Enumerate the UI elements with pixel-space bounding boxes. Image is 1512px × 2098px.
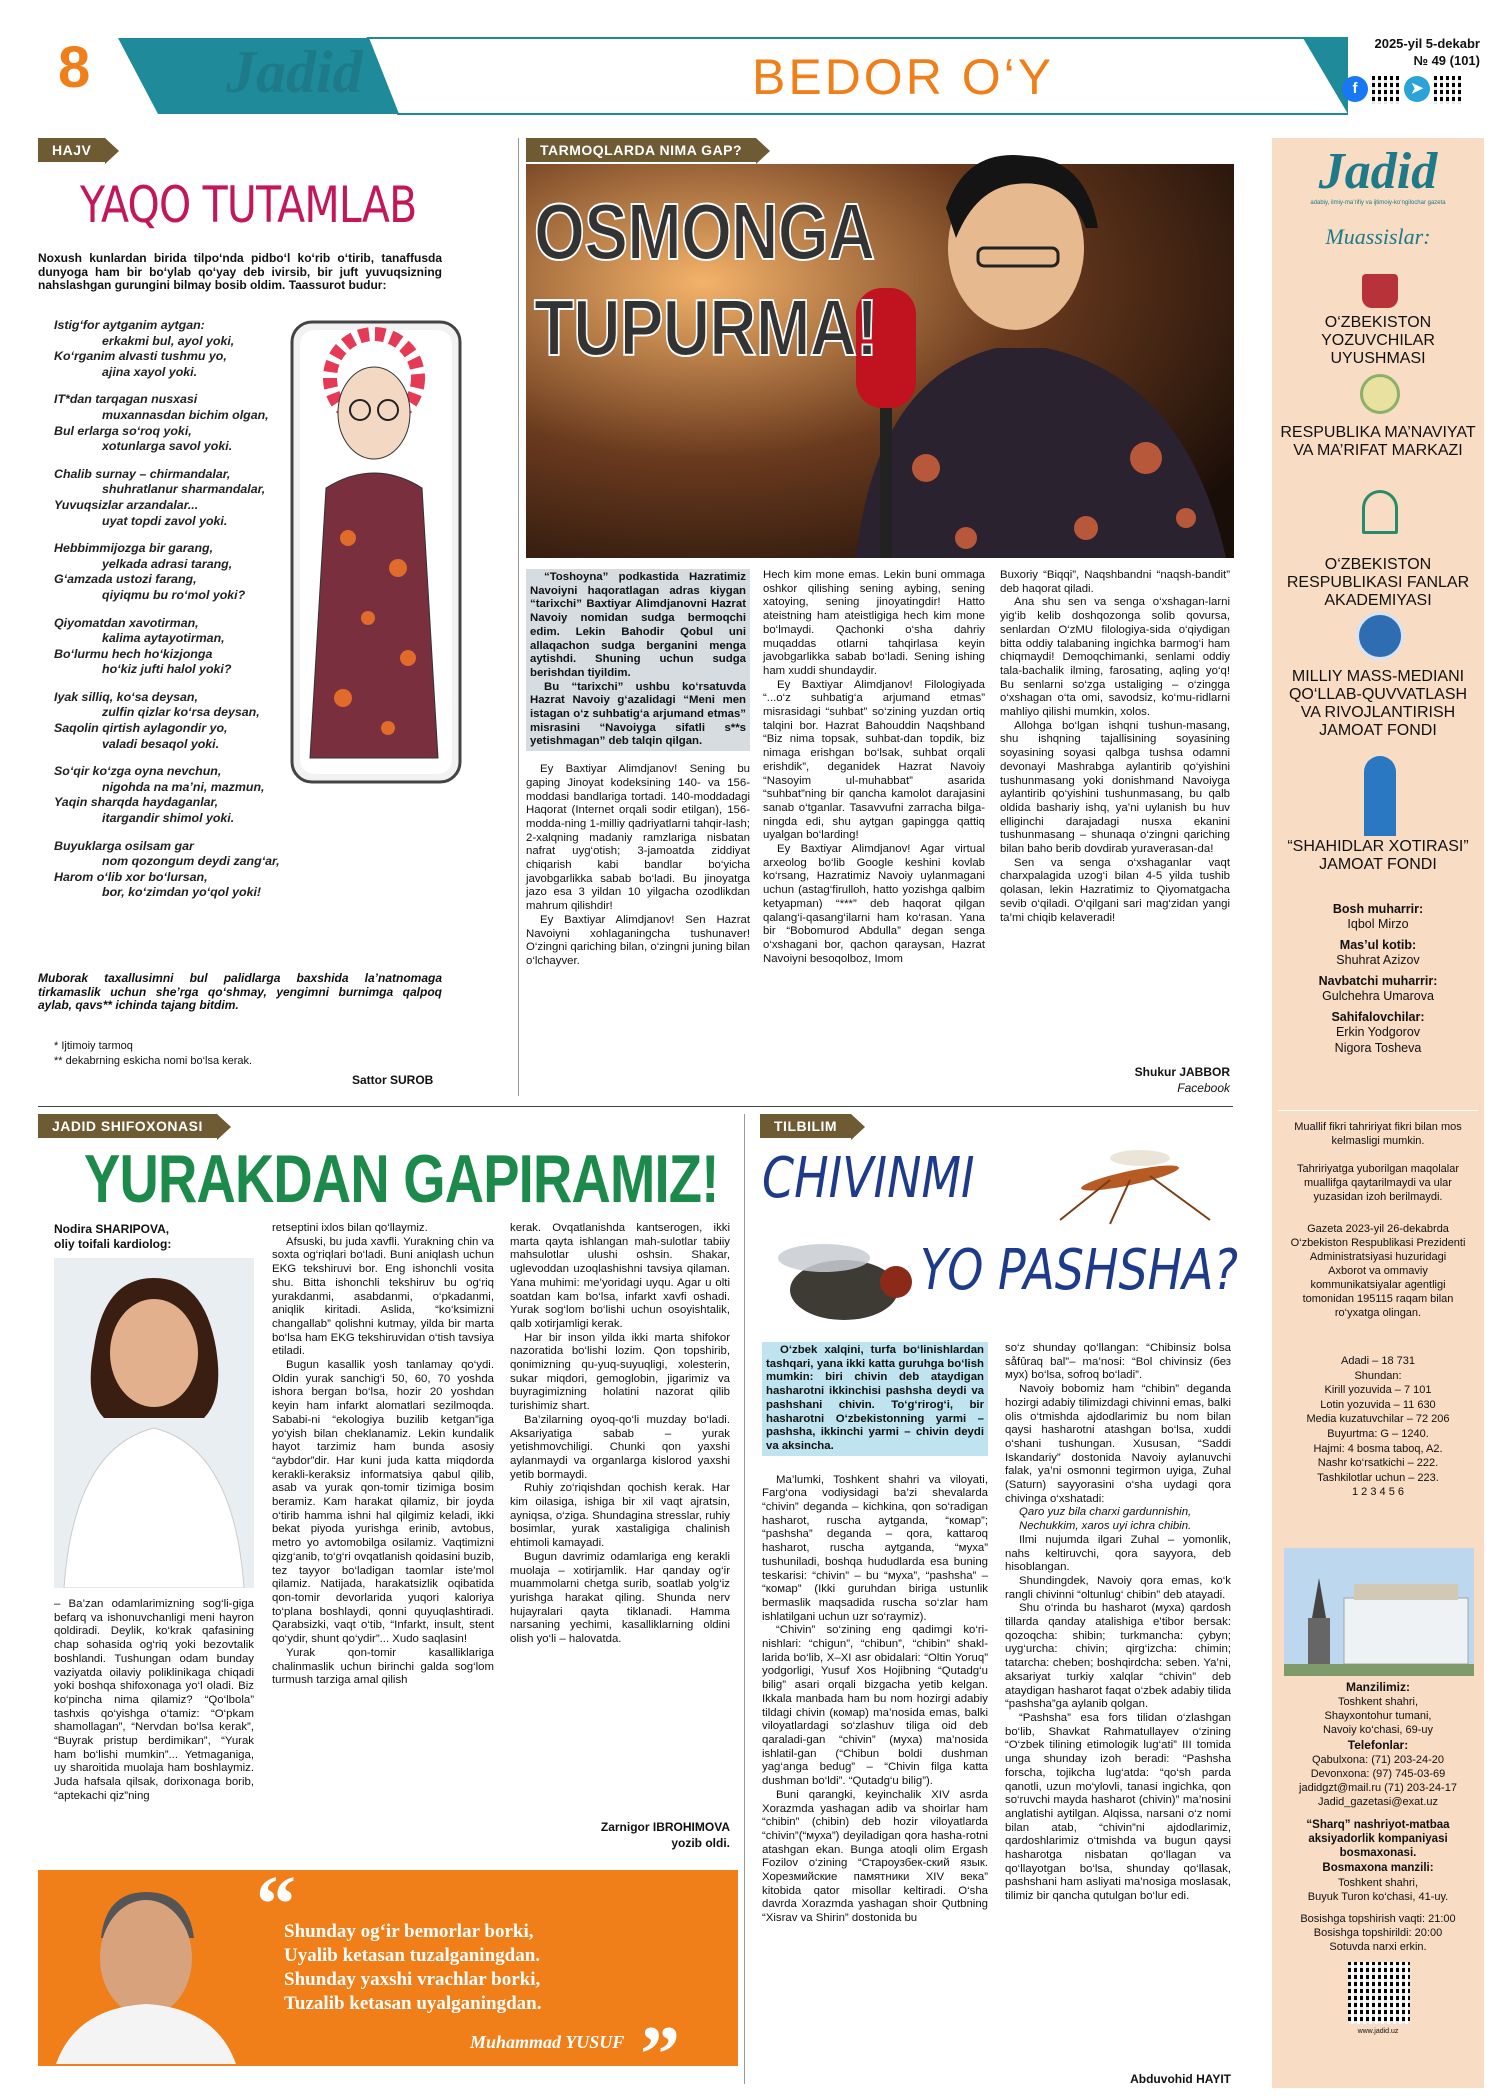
paragraph: Allohga bo‘lgan ishqni tushun-masang, shu ishqning tajallisining soyasining soyasining soyasi qalbga tushsa odamni devonayi Mashrabga aylantirib qo‘yishini tushunmasang yoki donishmand Navoiyga aylantirib qo‘yishini tushunmasang, bu qalb oldida bashariy ishq, ya’ni uylanish bu huv elliginchi darajadagi nusxa ekanini tushunmasang – shunaqa o‘zingni qariching bilan baho berib dovdirab yuraverasan-da! <box>1000 719 1230 856</box>
circulation-line: Tashkilotlar uchun – 223. <box>1317 1471 1439 1484</box>
stanza-gap <box>54 455 314 467</box>
page-header <box>0 0 1512 120</box>
poem-line: G‘amzada ustozi farang, <box>54 572 197 587</box>
poem-line: Qiyomatdan xavotirman, <box>54 615 199 630</box>
doctor-photo <box>54 1258 254 1588</box>
verse-line: Qaro yuz bila charxi gardunnishin, <box>1019 1506 1192 1519</box>
poet-face <box>100 1900 192 2016</box>
quote-line: Tuzalib ketasan uyalganingdan. <box>284 1993 542 2014</box>
qr-code-icon <box>1434 76 1462 104</box>
paragraph: Buxoriy “Biqqi”, Naqshbandni “naqsh-bandit” deb haqorat qiladi. <box>1000 569 1230 595</box>
poem-line: Yaqin sharqda haydaganlar, <box>54 795 219 810</box>
paragraph: so‘z shunday qo‘llangan: “Chibinsiz bolsa såfûraq bal”– ma’nosi: “Bol chivinsiz (без мух) bo‘lsa, sofroq bo‘ladi”. <box>1005 1342 1231 1382</box>
tilbilim-title-2: YO PASHSHA? <box>920 1238 1238 1303</box>
paragraph: Bugun kasallik yosh tanlamay qo‘ydi. Oldin yurak sanchig‘i 50, 60, 70 yoshda ishora bergan bo‘lsa, hozir 20 yoshdan keyin ham infarkt alomatlari sezilmoqda. Sababi-ni “ekologiya buzilib ketgan”iga yo‘yish bilan cheklanamiz. Lekin kundalik hayot tarzimiz ham bunda asosiy “aybdor”dir. Har kuni juda katta miqdorda kerakli-keraksiz informatsiya qabul qilib, asab va yurak qon-tomir tizimiga bosim beramiz. Kam harakat qilamiz, bir joyda o‘tirib hamma ishni hal qilgimiz keladi, ikki bekat piyoda yurishga erinib, avtobus, metro yo avtomobilga osilamiz. Vaqtimizni qizg‘anib, to‘g‘ri ovqatlanish qoidasini buzib, tez tayyor bo‘ladigan taomlar iste’mol qilamiz. Natijada, harakatsizlik oqibatida qon-tomir devorlarida yuqori kaloriya to‘plana boshlaydi, qonni quyuqlashtiradi. Qarabsizki, vaqt o‘tib, “Infarkt, insult, stent qo‘ydir, shunt qo‘ydir”... Xudo saqlasin! <box>272 1359 494 1646</box>
address-line: Navoiy ko‘chasi, 69-uy <box>1322 1724 1434 1736</box>
tilbilim-title-1: CHIVINMI <box>762 1146 975 1211</box>
phone-line: Qabulxona: (71) 203-24-20 <box>1311 1754 1445 1766</box>
founder-1: O‘ZBEKISTON YOZUVCHILAR UYUSHMASI <box>1321 314 1435 367</box>
mosquito-image <box>1020 1128 1230 1228</box>
osmonga-lead: “Toshoyna” podkastida Hazratimiz Navoiyni haqoratlagan adras kiygan “tarixchi” Baxtiyar Alimdjanovni Hazrat Navoiy nomidan sudga bermoqchi edim. Lekin Bahodir Qobul uni allaqachon sudga berganini menga aytishdi. Shuning uchun sudga berishdan tiyildim. <box>530 571 746 679</box>
staff-name: Iqbol Mirzo <box>1347 917 1409 931</box>
column-divider <box>744 1114 745 2084</box>
paragraph: Ba’zilarning oyoq-qo‘li muzday bo‘ladi. Aksariyatiga sabab – yurak yetishmovchiligi. Chunki qon yaxshi aylanmaydi va organlarga kislorod yaxshi yetib bormaydi. <box>510 1413 730 1481</box>
shifoxona-col-3 <box>510 1222 730 1647</box>
paragraph: Ey Baxtiyar Alimdjanov! Filologiyada “...o‘z suhbatig‘a arjumand etmas” misrasidagi “suhbat” so‘zining yuzdan ortiq talqini bor. Hazrat Bahouddin Naqshband “Biz nima topsak, suhbat-dan topdik, biz nimaga erishgan bo‘lsak, suhbat orqali erishdik”, deganidek Hazrat Navoiy “Nasoyim ul-muhabbat” asarida “suhbat”ning bir qancha kamolot darajasini sanab o‘tganlar. Tasavvufni zarracha bilga-ningda edi, shu aytgan gapingga qattiq uyalgan bo‘larding! <box>763 678 985 842</box>
phones <box>1278 1753 1478 1809</box>
academy-icon <box>1362 490 1398 534</box>
page-number: 8 <box>58 35 91 100</box>
staff-name: Nigora Tosheva <box>1334 1041 1422 1055</box>
deadline-line: Bosishga topshirish vaqti: 21:00 <box>1300 1913 1456 1925</box>
tilbilim-lead: O‘zbek xalqini, turfa bo‘linishlardan tashqari, yana ikki katta guruhga bo‘lish mumkin: biri chivin deb ataydigan hasharotni ikkinchisi pashsha deydi va pashshani chivin. To‘g‘rirog‘i, bir hasharotni O‘zbekistonning yarmi – pashsha, ikkinchi yarmi – chivin deydi va aksincha. <box>766 1344 984 1452</box>
disclaimer-2: Tahririyatga yuborilgan maqolalar muallifga qaytarilmaydi va ular yuzasidan izoh berilmaydi. <box>1296 1163 1460 1203</box>
phone-line: Devonxona: (97) 745-03-69 <box>1310 1768 1446 1780</box>
poem-line: xotunlarga savol yoki. <box>102 439 233 454</box>
section-tag-hajv: HAJV <box>38 138 105 162</box>
circulation-line: Nashr ko‘rsatkichi – 222. <box>1317 1457 1439 1470</box>
circulation-line: Hajmi: 4 bosma taboq, A2. <box>1313 1442 1443 1455</box>
poem-line: nigohda na ma’ni, mazmun, <box>102 779 265 794</box>
circulation-line: Lotin yozuvida – 11 630 <box>1320 1398 1436 1411</box>
quote-close-mark: ” <box>640 2011 680 2098</box>
stanza-gap <box>54 529 314 541</box>
staff-list <box>1278 896 1478 1056</box>
spirituality-center-icon <box>1360 374 1400 414</box>
circulation-line: Kirill yozuvida – 7 101 <box>1324 1384 1432 1397</box>
paragraph: Shu o‘rinda bu hasharot (муха) qardosh tillarda qanday atalishiga e’tibor bersak: qozoqcha: shibin; turkmancha: çybyn; uyg‘urcha: chivin; qirg‘izcha: chimin; tatarcha: cheben; boshqirdcha: seben. Ya’ni, aksariyat turkiy xalqlar “chivin” deb ataydigan hasharot faqat o‘zbek adabiy tilida “pashsha”ga aylanib qolgan. <box>1005 1602 1231 1711</box>
osmonga-source: Facebook <box>1177 1081 1230 1095</box>
paragraph: Ey Baxtiyar Alimdjanov! Sen Hazrat Navoiyni xohlaganingcha tushunaver! O‘zingni qariching bilan, o‘zingni juning bilan o‘lchayver. <box>526 913 750 967</box>
founders-label: Muassislar: <box>1325 224 1431 249</box>
paragraph: Yurak qon-tomir kasalliklariga chalinmaslik uchun birinchi galda sog‘lom turmush tarziga amal qilish <box>272 1646 494 1687</box>
paragraph: Afsuski, bu juda xavfli. Yurakning chin va soxta og‘riqlari bo‘ladi. Buni aniqlash uchun EKG tekshiruvi bor. Eng ishonchli vosita shu. Bitta ishonchli tekshiruv bu og‘riq yurakdanmi, asabdanmi, o‘pkadanmi, aniqlik kiritadi. Aslida, “ko‘ksimizni changallab” qolishni kutmay, yilda bir marta bo‘lsa ham EKG tekshiruvidan o‘tish tavsiya etiladi. <box>272 1235 494 1358</box>
quote-text <box>284 1920 541 2016</box>
shifoxona-col-1 <box>54 1598 254 1804</box>
poem-line: qiyiqmu bu ro‘mol yoki? <box>102 587 246 602</box>
poem-line: Yuvuqsizlar arzandalar... <box>54 497 199 512</box>
printer-info: “Sharq” nashriyot-matbaa aksiyadorlik kompaniyasi bosmaxonasi. <box>1306 1819 1450 1859</box>
header-brand: Jadid <box>226 39 363 105</box>
poem-line: bor, ko‘zimdan yo‘qol yoki! <box>102 885 262 900</box>
staff-name: Shuhrat Azizov <box>1336 953 1420 967</box>
section-tag-tilbilim: TILBILIM <box>760 1114 851 1138</box>
poem-line: Saqolin qirtish aylagondir yo, <box>54 721 228 736</box>
poem-line: Ko‘rganim alvasti tushmu yo, <box>54 349 227 364</box>
poem-line: IT*dan tarqagan nusxasi <box>54 392 198 407</box>
poem-line: muxannasdan bichim olgan, <box>102 407 269 422</box>
stanza-gap <box>54 901 314 913</box>
fly-eye <box>880 1266 912 1298</box>
column-divider <box>518 138 519 1096</box>
founder-2: RESPUBLIKA MA’NAVIYAT VA MA’RIFAT MARKAZI <box>1280 424 1476 459</box>
mass-media-fund-icon <box>1356 612 1404 660</box>
mosquito-wing <box>1110 1150 1170 1166</box>
poem-line: Istig‘for aytganim aytgan: <box>54 318 205 332</box>
poem-line: Bul erlarga so‘roq yoki, <box>54 423 192 438</box>
founder-5: “SHAHIDLAR XOTIRASI” JAMOAT FONDI <box>1287 838 1469 873</box>
quote-open-mark: “ <box>256 1861 296 1949</box>
poem-line: ho‘kiz jufti halol yoki? <box>102 662 232 677</box>
poem-line: zulfin qizlar ko‘rsa deysan, <box>102 705 260 720</box>
poem-line: uyat topdi zavol yoki. <box>102 513 228 528</box>
issue-date: 2025-yil 5-dekabr <box>1374 36 1480 51</box>
site-qr-code-icon[interactable] <box>1348 1962 1410 2024</box>
stanza-gap <box>54 678 314 690</box>
stanza-gap <box>54 752 314 764</box>
paragraph: Har bir inson yilda ikki marta shifokor nazoratida bo‘lishi lozim. Qon topshirib, qonimizning qu-yuq-suyuqligi, xolesterin, sukar miqdori, gemoglobin, jigarimiz va buyragimizning holatini nazorat qilib turishimiz shart. <box>510 1331 730 1413</box>
paragraph: Shundingdek, Navoiy qora emas, ko‘k rangli chivinni “oltunlug‘ chibin” deb atayadi. <box>1005 1574 1231 1601</box>
deadline-line: Bosishga topshirildi: 20:00 <box>1313 1927 1443 1939</box>
hajv-author: Sattor SUROB <box>352 1073 434 1087</box>
circulation-line: Shundan: <box>1354 1369 1402 1382</box>
printer-address-label: Bosmaxona manzili: <box>1322 1862 1434 1874</box>
osmonga-col-3 <box>1000 569 1230 925</box>
building <box>1344 1598 1468 1664</box>
quote-line: Uyalib ketasan tuzalganingdan. <box>284 1945 541 1966</box>
founder-4: MILLIY MASS-MEDIANI QO‘LLAB-QUVVATLASH VA RIVOJLANTIRISH JAMOAT FONDI <box>1288 668 1468 739</box>
sidebar-divider <box>1278 1110 1478 1111</box>
tilbilim-col-1 <box>762 1342 988 1926</box>
mosquito-leg <box>1150 1176 1210 1220</box>
address-line: Shayxontohur tumani, <box>1324 1710 1432 1722</box>
sidebar-brand: Jadid <box>1318 143 1438 200</box>
poem-line: yelkada adrasi tarang, <box>102 556 233 571</box>
poem-line: Chalib surnay – chirmandalar, <box>54 466 231 481</box>
tilbilim-author: Abduvohid HAYIT <box>1130 2072 1231 2086</box>
poem-line: ajina xayol yoki. <box>102 364 198 379</box>
facebook-icon[interactable]: f <box>1342 76 1368 102</box>
circulation-line: Adadi – 18 731 <box>1340 1355 1415 1367</box>
email-link[interactable]: Jadid_gazetasi@exat.uz <box>1317 1796 1439 1808</box>
poem-line: nom qozongum deydi zang‘ar, <box>102 854 280 869</box>
stanza-gap <box>54 380 314 392</box>
circulation-line: Media kuzatuvchilar – 72 206 <box>1306 1413 1450 1426</box>
stanza-gap <box>54 604 314 616</box>
social-icons <box>1342 76 1482 104</box>
hajv-poem <box>54 318 314 913</box>
writers-union-icon <box>1362 274 1398 308</box>
paragraph: “Chivin” so‘zining eng qadimgi ko‘ri-nishlari: “chigun”, “chibun”, “chibin” shakl-larida bo‘lib, X–XI asr obidalari: “Oltin Yoruq” yodgorligi, Yusuf Xos Hojibning “Qutadg‘u bilig” asari orqali bizgacha yetib kelgan. Ikkala manbada ham bu nom hozirgi adabiy tildagi chivin (комар) ma’nosida emas, balki viloyatlardagi so‘zlashuv tiliga oid deb qaraladi-gan “chivin” (муха) ma’nosida ishlatil-gan (“Chibun boldi dushman yag‘anga bedug” – “Chivin filga katta dushman bo‘ldi”. “Qutadg‘u bilig”). <box>762 1624 988 1788</box>
section-title: BEDOR O‘Y <box>752 49 1055 105</box>
email-link[interactable]: jadidgzt@mail.ru (71) 203-24-17 <box>1299 1782 1457 1794</box>
paragraph: – Ba’zan odamlarimizning sog‘li-giga befarq va ishonuvchanligi meni hayron qoldiradi. Deylik, ko‘krak qafasining chap sohasida og‘riq yoki bezovtalik boshlandi. Tushungan odam bunday vaziyatda oilaviy poliklinikaga chiqadi yoki boshqa shifoxonaga yo‘l oladi. Biz ko‘pincha nima qilamiz? “Qo‘lbola” tashxis qo‘yishga o‘tamiz: “O‘pkam shamollagan”, “Nervdan bo‘lsa kerak”, “Buyrak pristup berdimikan”, “Yurak ham bo‘lishi mumkin”... Yetmaganiga, uy sharoitida muolaja ham boshlaymiz. Juda hafsala qilsak, dorixonaga borib, “aptekachi qiz”ning <box>54 1598 254 1802</box>
issue-number: № 49 (101) <box>1413 53 1480 68</box>
osmonga-col-2 <box>763 569 985 966</box>
poem-line: Harom o‘lib xor bo‘lursan, <box>54 869 208 884</box>
poem-line: Iyak silliq, ko‘sa deysan, <box>54 689 198 704</box>
hajv-note-2: ** dekabrning eskicha nomi bo‘lsa kerak. <box>54 1055 253 1067</box>
qr-code-icon <box>1372 76 1400 104</box>
section-tag-shifoxona: JADID SHIFOXONASI <box>38 1114 217 1138</box>
paragraph: Ruhiy zo‘riqishdan qochish kerak. Har kim oilasiga, ishiga bir xil vaqt ajratsin, ayniqsa, o‘ziga. Shundagina stresslar, ruhiy bosimlar, yurak xastaligiga chalinish ehtimoli kamayadi. <box>510 1482 730 1550</box>
paragraph: Ilmi nujumda ilgari Zuhal – yomonlik, nahs keltiruvchi, qora sayyora, deb hisoblangan. <box>1005 1533 1231 1574</box>
fly-image <box>764 1228 934 1338</box>
byline-name: Nodira SHARIPOVA, <box>54 1222 170 1236</box>
telegram-icon[interactable]: ➤ <box>1404 76 1430 102</box>
shahidlar-monument-icon <box>1364 756 1396 836</box>
osmonga-col-1 <box>526 569 750 969</box>
quote-line: Shunday yaxshi vrachlar borki, <box>284 1969 541 1990</box>
hajv-intro: Noxush kunlardan birida tilpo‘nda pidbo‘l ko‘rib o‘tirib, tanaffusda dunyoga ham bir bo‘ylab qo‘yay deb ivirsib, bir juft yuvuqsizning nahslashgan gurungini bilmay bosib oldim. Taassurot budur: <box>38 251 442 293</box>
poem-line: Buyuklarga osilsam gar <box>54 838 194 853</box>
founder-3: O‘ZBEKISTON RESPUBLIKASI FANLAR AKADEMIYASI <box>1286 556 1470 609</box>
poem-line: Bo‘lurmu hech ho‘kizjonga <box>54 646 213 661</box>
circulation-line: Buyurtma: G – 1240. <box>1327 1427 1429 1440</box>
osmonga-title-1: OSMONGA <box>534 187 875 276</box>
sidebar-tagline: adabiy, ilmiy-ma’rifiy va ijtimoiy-ko‘ngilochar gazeta <box>1310 200 1446 206</box>
poet-photo <box>46 1878 246 2064</box>
microphone-arm <box>880 408 892 558</box>
address-line: Toshkent shahri, <box>1337 1877 1419 1889</box>
doctor-face <box>110 1299 198 1407</box>
paragraph: Bugun davrimiz odamlariga eng kerakli muolaja – xotirjamlik. Har qanday og‘ir muammolarni chetga surib, soatlab yolg‘iz yurishga harakat qiling. Shunda nerv hujayralari qayta tiklanadi. Hamma narsaning yechimi, kasalliklarning oldini olish yo‘li – halovatda. <box>510 1550 730 1646</box>
staff-role: Bosh muharrir: <box>1332 902 1424 916</box>
hajv-note-1: * Ijtimoiy tarmoq <box>54 1040 133 1052</box>
printer-address <box>1278 1876 1478 1904</box>
deadline-info <box>1278 1912 1478 1954</box>
address-line: Buyuk Turon ko‘chasi, 41-uy. <box>1307 1891 1449 1903</box>
shifoxona-author: Zarnigor IBROHIMOVA <box>600 1820 730 1834</box>
monument-pedestal <box>1308 1618 1330 1666</box>
staff-name: Gulchehra Umarova <box>1322 989 1434 1003</box>
tilbilim-col-2 <box>1005 1342 1231 1904</box>
poem-line: erkakmi bul, ayol yoki, <box>102 333 235 348</box>
circulation-line: 1 2 3 4 5 6 <box>1352 1486 1404 1499</box>
staff-role: Navbatchi muharrir: <box>1318 974 1438 988</box>
shifoxona-title: YURAKDAN GAPIRAMIZ! <box>84 1141 719 1217</box>
stanza-gap <box>54 827 314 839</box>
byline-role: oliy toifali kardiolog: <box>54 1237 172 1251</box>
address <box>1278 1695 1478 1737</box>
staff-role: Sahifalovchilar: <box>1331 1010 1425 1024</box>
osmonga-lead-2: Bu “tarixchi” ushbu ko‘rsatuvda Hazrat Navoiy g‘azalidagi “Meni men istagan o‘z suhbatig‘a arjumand etmas” misrasini “Navoiyga sifatli s**s yetishmagan” deb talqin qilgan. <box>530 680 746 748</box>
poem-line: So‘qir ko‘zga oyna nevchun, <box>54 764 222 779</box>
section-divider <box>38 1106 1233 1107</box>
site-url[interactable]: www.jadid.uz <box>1357 2028 1399 2035</box>
paragraph: Buni qarangki, keyinchalik XIV asrda Xorazmda yashagan adib va shoirlar ham “chibin” (chibin) deb hozir viloyatlarda “chivin”(“муха”) deyiladigan qora hasha-rotni atashgan ekan. Bunga atoqli olim Ergash Fozilov o‘zining “Староузбек-ский язык. Хорезмийские памятники XIV века” kitobida qator misollar keltiradi. O‘sha davrda Xorazmda yashagan shoir Qutbning “Xisrav va Shirin” dostonida bu <box>762 1788 988 1925</box>
paragraph: Ey Baxtiyar Alimdjanov! Sening bu gaping Jinoyat kodeksining 140- va 156-moddasi bandlariga tortadi. 140-moddadagi Haqorat (Internet orqali sodir etilgan), 156-modda-ning 1-milliy qadriyatlarni tahqir-lash; 2-xalqning madaniy ramzlariga nisbatan nafrat uyg‘otish; 3-jamoatda ziddiyat chiqarish kabi bandlar bo‘yicha javobgarlikka sabab bo‘ladi. Bu jinoyatga jazo esa 3 yildan 10 yilgacha ozodlikdan mahrum qilishdir! <box>526 763 750 913</box>
paragraph: “Pashsha” esa fors tilidan o‘zlashgan bo‘lib, Shavkat Rahmatullayev o‘zining “O‘zbek tilining etimologik lug‘ati” III tomida unga shunday izoh beradi: “Pashsha forscha, tojikcha lug‘atda: “qo‘sh parda qanotli, uzun mo‘ylovli, tanasi ingichka, qon so‘ruvchi mayda hasharot (chivin)” ma’nosini anglatishi aytilgan. Alqissa, narsani o‘z nomi bilan atab, “chivin”ni ajdodlarimiz, qardoshlarimiz o‘tmishda va bugun qaysi hasharotga nisbatan qo‘llagan va qo‘llayotgan bo‘lsa, shunday qo‘llasak, pashshani ham asliyati ma’nosiga moslasak, tilimiz bir qancha qutulgan bo‘lur edi. <box>1005 1711 1231 1903</box>
building-photo <box>1284 1548 1474 1676</box>
shifoxona-col-2 <box>272 1222 494 1688</box>
shifoxona-author-note: yozib oldi. <box>671 1836 730 1850</box>
section-tag-tarmoqlarda: TARMOQLARDA NIMA GAP? <box>526 138 756 162</box>
phones-label: Telefonlar: <box>1347 1738 1409 1752</box>
paragraph: Ma’lumki, Toshkent shahri va viloyati, Farg‘ona vodiysidagi ba’zi shevalarda “chivin” deganda – kichkina, qon so‘radigan hasharot, ruscha aytganda, “комар”; “pashsha” deganda – qora, kattaroq hasharot, ruscha aytganda, “муха” tushuniladi, boshqa hududlarda esa buning teskarisi: “chivin” – bu “муха”, “pashsha” – “комар” (Ikki guruhdan biriga ustunlik bermaslik maqsadida ruscha so‘zlar ham ishlatilgani uchun uzr so‘raymiz). <box>762 1473 988 1623</box>
paragraph: Ey Baxtiyar Alimdjanov! Agar virtual arxeolog bo‘lib Google keshini kovlab ko‘rsang, Hazratimiz Navoiy uylanmagani uchun (astag‘firulloh, hatto yozishga qalbim ketyapman) “***” deb haqorat qilgan qalang‘i-qasang‘ilarni ham ko‘rasan. Yana bir “Bobomurod Abdulla” degan senga o‘xshagani bor, qachon qaraysan, Hazrat Navoiyni besoqolboz, Imom <box>763 843 985 965</box>
fly-wing <box>778 1244 870 1272</box>
illustration-phone-caricature <box>288 318 464 786</box>
building-roof <box>1354 1584 1458 1600</box>
poem-line: Hebbimmijozga bir garang, <box>54 541 214 556</box>
quote-line: Shunday og‘ir bemorlar borki, <box>284 1921 534 1942</box>
caricature-face <box>338 367 410 459</box>
verse-line: Nechukkim, xaros uyi ichra chibin. <box>1019 1520 1192 1533</box>
paragraph: Navoiy bobomiz ham “chibin” deganda hozirgi adabiy tilimizdagi chivinni emas, balki olis o‘tmishda ajdodlarimiz bu nom bilan qaysi hasharotni atashgan bo‘lsa, xuddi o‘shani tushungan. Xususan, “Saddi Iskandariy” dostonida Navoiy aylanuvchi falak, ya’ni osmonni tegirmon uyiga, Zuhal (Saturn) sayyorasini o‘sha uydagi qora chivinga o‘xshatadi: <box>1005 1383 1231 1505</box>
poem-line: kalima aytayotirman, <box>102 631 225 646</box>
address-line: Toshkent shahri, <box>1337 1696 1419 1708</box>
hajv-outro: Muborak taxallusimni bul palidlarga baxshida la’natnomaga tirkamaslik uchun she’rga qo‘shmay, yengimni burnimga qalpoq aylab, qavs** ichinda tajang bitdim. <box>38 971 442 1013</box>
osmonga-title-2: TUPURMA! <box>534 283 878 372</box>
price-note: Sotuvda narxi erkin. <box>1329 1941 1427 1953</box>
paragraph: kerak. Ovqatlanishda kantserogen, ikki marta qayta ishlangan mah-sulotlar tabiiy mahsulotlar ulushi oshsin. Shakar, uglevoddan uzoqlashishni tavsiya qilaman. Yana muhimi: me’yoridagi uyqu. Agar u olti soatdan kam bo‘lsa, infarkt xavfi oshadi. Yurak sog‘lom bo‘lishi uchun osoyishtalik, qalb xotirjamligi kerak. <box>510 1222 730 1330</box>
disclaimer-1: Muallif fikri tahririyat fikri bilan mos kelmasligi mumkin. <box>1294 1121 1462 1147</box>
quote-author: Muhammad YUSUF <box>470 2032 625 2052</box>
osmonga-author: Shukur JABBOR <box>1134 1065 1230 1079</box>
paragraph: retseptini ixlos bilan qo‘llaymiz. <box>272 1222 428 1234</box>
poem-line: itargandir shimol yoki. <box>102 811 235 826</box>
registration-info: Gazeta 2023-yil 26-dekabrda O‘zbekiston Respublikasi Prezidenti Administratsiyasi huzuridagi Axborot va ommaviy kommunikatsiyalar agentligi tomonidan 195115 raqam bilan ro‘yxatga olingan. <box>1290 1223 1466 1319</box>
staff-role: Mas’ul kotib: <box>1339 938 1417 952</box>
poem-line: shuhratlanur sharmandalar, <box>102 482 266 497</box>
paragraph: Sen va senga o‘xshaganlar vaqt charxpalagida uzog‘i bilan 4-5 yilda tushib qolasan, lekin Hazratimiz to Qiyomatgacha sevib o‘qiladi. O‘qilgani sari mag‘zidan yangi ta’mi chiqib kelaveradi! <box>1000 856 1230 924</box>
address-label: Manzilimiz: <box>1345 1680 1410 1694</box>
poem-line: valadi besaqol yoki. <box>102 736 220 751</box>
hajv-title: YAQO TUTAMLAB <box>80 176 417 234</box>
paragraph: Ana shu sen va senga o‘xshagan-larni yig‘ib kelib doshqozonga solib qovursa, senlardan O‘zMU filologiya-sida o‘qiydigan bitta oddiy talabaning ingichka barmog‘i ham chiqmaydi! Demoqchimanki, senlami oddiy tala-bachalik ilming, farosating, aqling yo‘q! Bu senlarni so‘zga ustaliging – o‘zingga o‘xshagan o‘ta omi, savodsiz, ko‘mu-ridlarni mahliyo qilishi mumkin, xolos. <box>1000 596 1230 719</box>
staff-name: Erkin Yodgorov <box>1335 1025 1421 1039</box>
circulation-info <box>1278 1354 1478 1500</box>
paragraph: Hech kim mone emas. Lekin buni ommaga oshkor qilishing sening aybing, sening xatoying, sening jinoyatingdir! Hatto ateistning ham ateistligiga hech kim mone bo‘lmaydi. Qachonki o‘sha dahriy muqaddas otlarni tahqirlasa keyin javobgarlikka sabab bo‘ladi. Sening ishing ham xuddi shundaydir. <box>763 569 985 677</box>
mosquito-body <box>1080 1161 1181 1195</box>
ground <box>1284 1664 1474 1676</box>
